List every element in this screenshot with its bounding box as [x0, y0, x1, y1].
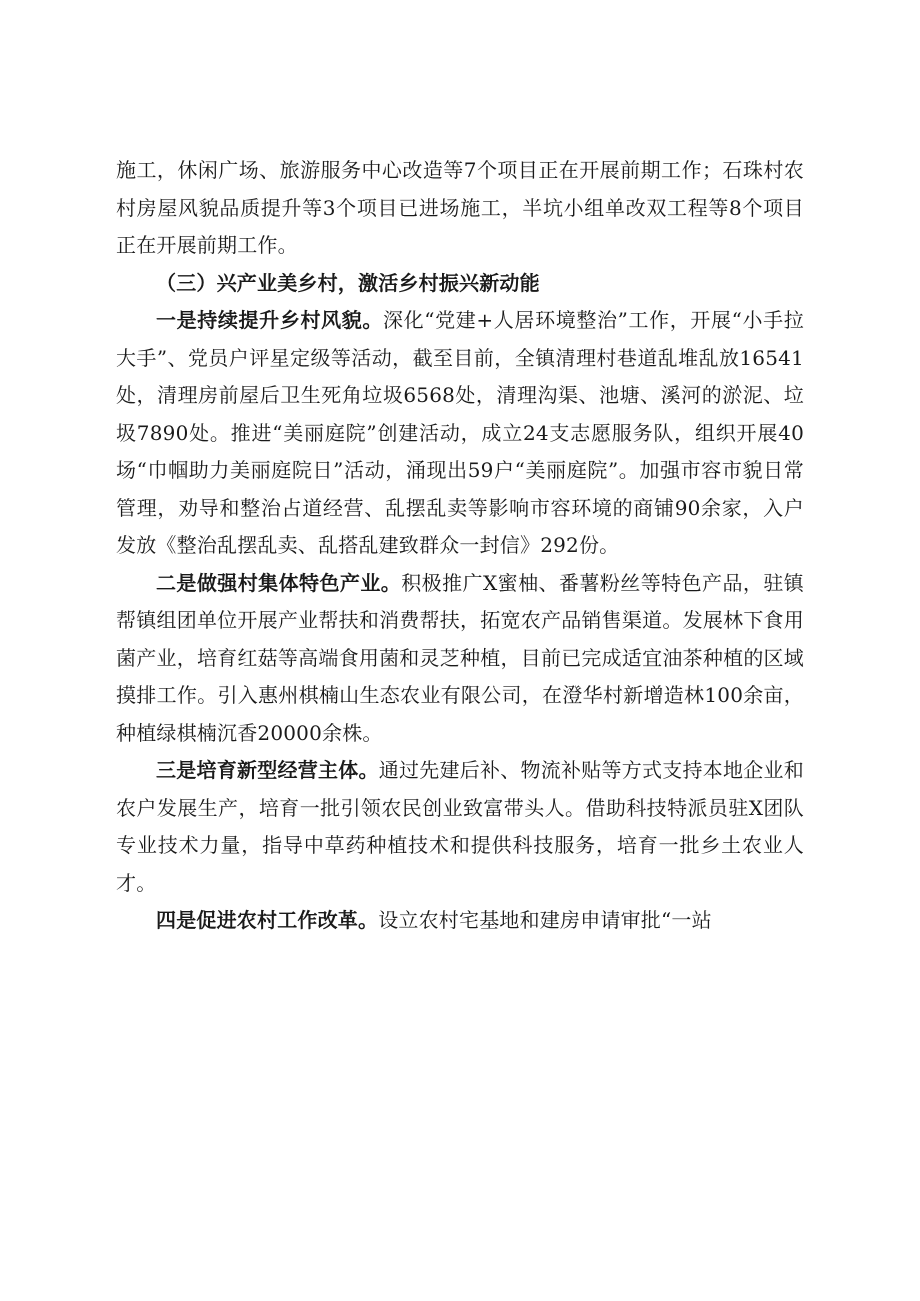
paragraph-1-lead: 一是持续提升乡村风貌。	[156, 308, 383, 332]
continuation-paragraph: 施工，休闲广场、旅游服务中心改造等7个项目正在开展前期工作；石珠村农村房屋风貌品质提升等3个项目已进场施工，半坑小组单改双工程等8个项目正在开展前期工作。	[116, 158, 804, 257]
paragraph-2-body: 积极推广X蜜柚、番薯粉丝等特色产品，驻镇帮镇组团单位开展产业帮扶和消费帮扶，拓宽农产品销售渠道。发展林下食用菌产业，培育红菇等高端食用菌和灵芝种植，目前已完成适宜油茶种植的区域摸排工作。引入惠州棋楠山生态农业有限公司，在澄华村新增造林100余亩，种植绿棋楠沉香20000余株。	[116, 570, 804, 745]
paragraph-2-lead: 二是做强村集体特色产业。	[156, 570, 402, 595]
paragraph-3-body: 通过先建后补、物流补贴等方式支持本地企业和农户发展生产，培育一批引领农民创业致富带头人。借助科技特派员驻X团队专业技术力量，指导中草药种植技术和提供科技服务，培育一批乡土农业人才。	[116, 758, 804, 895]
paragraph-2	[116, 565, 804, 753]
paragraph-4-body: 设立农村宅基地和建房申请审批“一站	[378, 908, 712, 932]
paragraph-3-lead: 三是培育新型经营主体。	[156, 758, 379, 782]
paragraph-4-lead: 四是促进农村工作改革。	[156, 908, 379, 932]
paragraph-1-body: 深化“党建+人居环境整治”工作，开展“小手拉大手”、党员户评星定级等活动，截至目前，全镇清理村巷道乱堆乱放16541处，清理房前屋后卫生死角垃圾6568处，清理沟渠、池塘、溪河的淤泥、垃圾7890处。推进“美丽庭院”创建活动，成立24支志愿服务队，组织开展40场“巾帼助力美丽庭院日”活动，涌现出59户“美丽庭院”。加强市容市貌日常管理，劝导和整治占道经营、乱摆乱卖等影响市容环境的商铺90余家，入户发放《整治乱摆乱卖、乱搭乱建致群众一封信》292份。	[116, 308, 804, 557]
paragraph-4	[116, 902, 804, 940]
document-body	[116, 152, 804, 940]
paragraph-1	[116, 302, 804, 565]
paragraph-3	[116, 752, 804, 902]
section-heading: （三）兴产业美乡村，激活乡村振兴新动能	[156, 270, 540, 295]
